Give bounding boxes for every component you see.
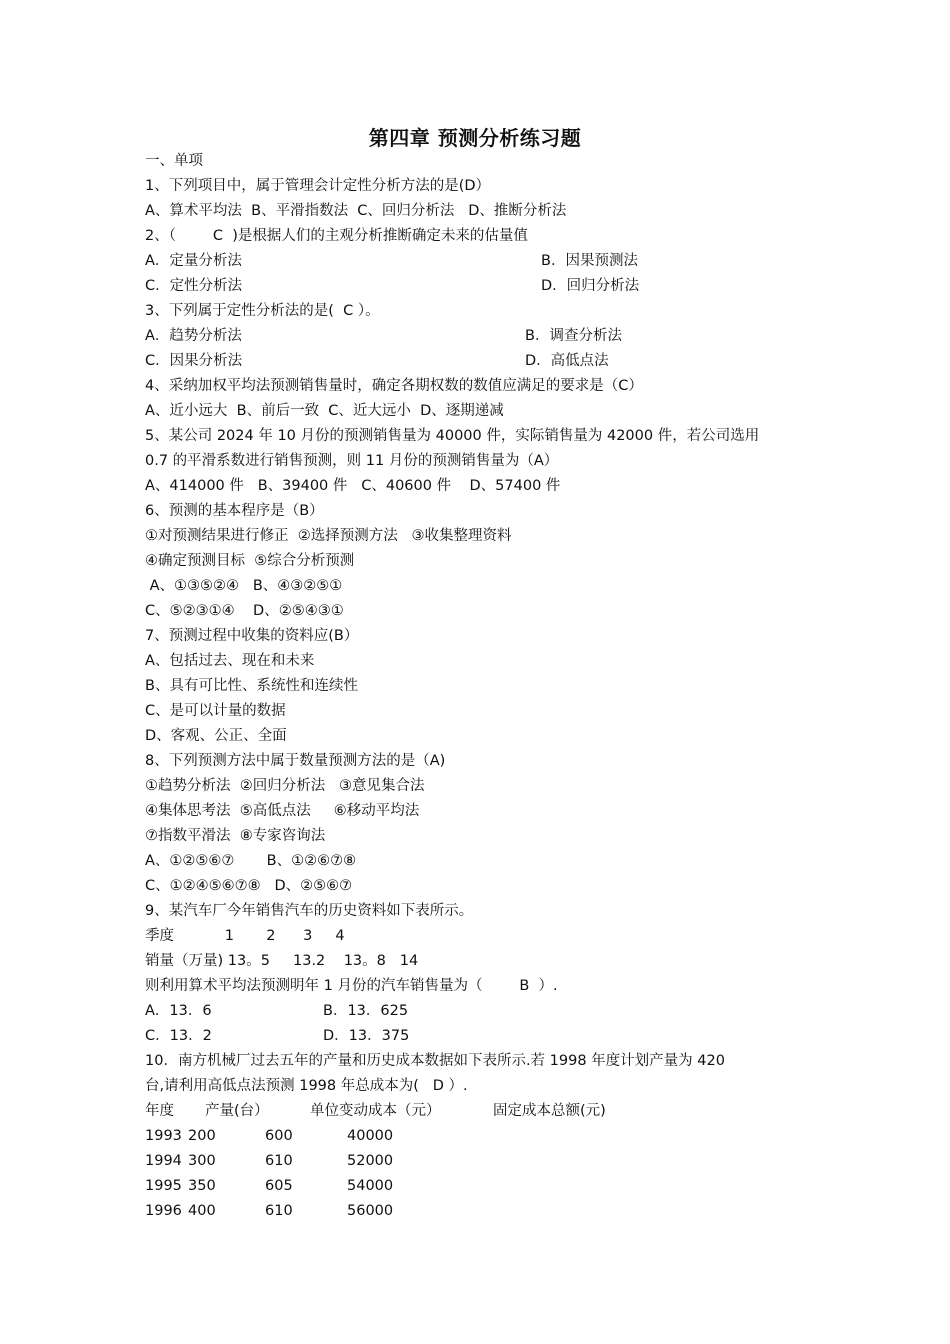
question-9-options-row-1 — [145, 999, 825, 1024]
cost-table-cell-fixed-cost: 56000 — [347, 1203, 394, 1219]
question-6-stem: 6、预测的基本程序是（B） — [145, 503, 324, 519]
table-row — [145, 1174, 825, 1199]
question-3-option-d: D．高低点法 — [525, 353, 609, 369]
question-7-option-a: A、包括过去、现在和未来 — [145, 653, 315, 669]
question-8-items-2: ④集体思考法 ⑤高低点法 ⑥移动平均法 — [145, 803, 420, 819]
cost-table-header-output: 产量(台） — [205, 1103, 269, 1119]
cost-table-cell-year: 1995 — [145, 1178, 182, 1194]
question-9-option-a: A．13．6 — [145, 1003, 212, 1019]
table-row — [145, 1149, 825, 1174]
question-2-stem: 2、（ C )是根据人们的主观分析推断确定未来的估量值 — [145, 228, 528, 244]
question-7-option-d: D、客观、公正、全面 — [145, 728, 287, 744]
question-5-stem-line-2: 0.7 的平滑系数进行销售预测，则 11 月份的预测销售量为（A） — [145, 453, 559, 469]
question-6-options-ab: A、①③⑤②④ B、④③②⑤① — [145, 578, 343, 594]
question-3-option-c: C．因果分析法 — [145, 353, 243, 369]
question-1-options: A、算术平均法 B、平滑指数法 C、回归分析法 D、推断分析法 — [145, 203, 567, 219]
cost-table-cell-output: 400 — [188, 1203, 216, 1219]
cost-table-header-fixed-cost: 固定成本总额(元) — [493, 1103, 606, 1119]
question-9-ask: 则利用算术平均法预测明年 1 月份的汽车销售量为（ B ）. — [145, 978, 558, 994]
question-3-stem: 3、下列属于定性分析法的是( C ）。 — [145, 303, 380, 319]
cost-table-cell-unit-cost: 610 — [265, 1203, 293, 1219]
cost-table-cell-unit-cost: 600 — [265, 1128, 293, 1144]
question-8-items-1: ①趋势分析法 ②回归分析法 ③意见集合法 — [145, 778, 425, 794]
question-7-option-c: C、是可以计量的数据 — [145, 703, 286, 719]
question-7-option-b: B、具有可比性、系统性和连续性 — [145, 678, 358, 694]
cost-table-cell-output: 200 — [188, 1128, 216, 1144]
cost-table-header — [145, 1099, 825, 1124]
table-row — [145, 1199, 825, 1224]
cost-table-cell-output: 300 — [188, 1153, 216, 1169]
question-2-options-row-1 — [145, 249, 825, 274]
section-heading: 一、单项 — [145, 153, 203, 169]
cost-table-cell-fixed-cost: 40000 — [347, 1128, 394, 1144]
question-3-option-b: B．调查分析法 — [525, 328, 622, 344]
question-2-option-d: D．回归分析法 — [541, 278, 640, 294]
question-9-option-c: C．13．2 — [145, 1028, 212, 1044]
cost-table-cell-unit-cost: 605 — [265, 1178, 293, 1194]
cost-table-cell-fixed-cost: 54000 — [347, 1178, 394, 1194]
question-4-options: A、近小远大 B、前后一致 C、近大远小 D、逐期递减 — [145, 403, 504, 419]
cost-table-cell-fixed-cost: 52000 — [347, 1153, 394, 1169]
question-6-items-1: ①对预测结果进行修正 ②选择预测方法 ③收集整理资料 — [145, 528, 512, 544]
question-6-options-cd: C、⑤②③①④ D、②⑤④③① — [145, 603, 344, 619]
page-title: 第四章 预测分析练习题 — [368, 126, 582, 150]
question-8-items-3: ⑦指数平滑法 ⑧专家咨询法 — [145, 828, 326, 844]
question-2-option-a: A．定量分析法 — [145, 253, 242, 269]
cost-table-header-year: 年度 — [145, 1103, 174, 1119]
question-5-options: A、414000 件 B、39400 件 C、40600 件 D、57400 件 — [145, 478, 561, 494]
question-6-items-2: ④确定预测目标 ⑤综合分析预测 — [145, 553, 355, 569]
question-9-table-row-1: 季度 1 2 3 4 — [145, 928, 345, 944]
question-2-option-c: C．定性分析法 — [145, 278, 243, 294]
cost-table-header-unit-cost: 单位变动成本（元） — [310, 1103, 441, 1119]
cost-table-cell-year: 1994 — [145, 1153, 182, 1169]
question-7-stem: 7、预测过程中收集的资料应(B） — [145, 628, 359, 644]
question-5-stem-line-1: 5、某公司 2024 年 10 月份的预测销售量为 40000 件，实际销售量为 42000 件，若公司选用 — [145, 428, 760, 444]
question-9-option-d: D．13．375 — [323, 1028, 410, 1044]
cost-table-cell-year: 1996 — [145, 1203, 182, 1219]
question-8-options-cd: C、①②④⑤⑥⑦⑧ D、②⑤⑥⑦ — [145, 878, 353, 894]
question-4-stem: 4、采纳加权平均法预测销售量时，确定各期权数的数值应满足的要求是（C） — [145, 378, 643, 394]
question-9-options-row-2 — [145, 1024, 825, 1049]
question-8-options-ab: A、①②⑤⑥⑦ B、①②⑥⑦⑧ — [145, 853, 357, 869]
cost-table-cell-output: 350 — [188, 1178, 216, 1194]
cost-table-cell-year: 1993 — [145, 1128, 182, 1144]
question-2-options-row-2 — [145, 274, 825, 299]
question-3-options-row-1 — [145, 324, 825, 349]
question-9-stem: 9、某汽车厂今年销售汽车的历史资料如下表所示。 — [145, 903, 474, 919]
table-row — [145, 1124, 825, 1149]
question-8-stem: 8、下列预测方法中属于数量预测方法的是（A) — [145, 753, 446, 769]
question-2-option-b: B．因果预测法 — [541, 253, 638, 269]
question-10-stem-line-2: 台,请利用高低点法预测 1998 年总成本为( D ）. — [145, 1078, 468, 1094]
question-9-option-b: B．13．625 — [323, 1003, 409, 1019]
cost-table-cell-unit-cost: 610 — [265, 1153, 293, 1169]
question-9-table-row-2: 销量（万量) 13。5 13.2 13。8 14 — [145, 953, 419, 969]
question-10-stem-line-1: 10．南方机械厂过去五年的产量和历史成本数据如下表所示.若 1998 年度计划产量为 420 — [145, 1053, 725, 1069]
question-3-options-row-2 — [145, 349, 825, 374]
question-1-stem: 1、下列项目中，属于管理会计定性分析方法的是(D） — [145, 178, 491, 194]
question-3-option-a: A．趋势分析法 — [145, 328, 242, 344]
document-body — [145, 149, 825, 1224]
